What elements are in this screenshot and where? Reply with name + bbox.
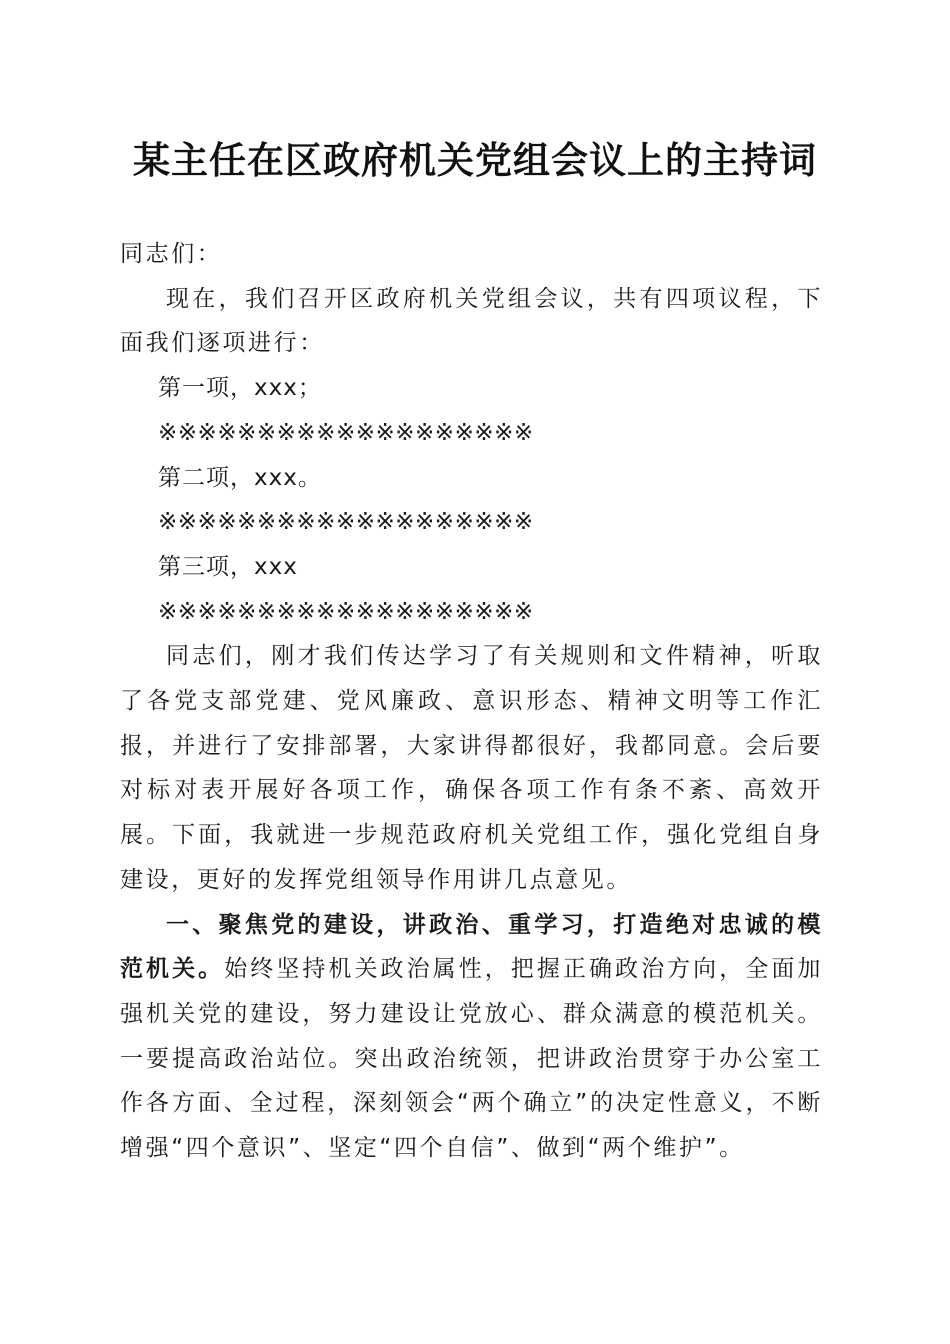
agenda-note-1: ※※※※※※※※※※※※※※※※※※※: [158, 419, 534, 446]
document-body: [120, 232, 823, 1171]
section-1-paragraph: [120, 903, 823, 1171]
agenda-note-2: ※※※※※※※※※※※※※※※※※※※: [158, 509, 534, 536]
summary-paragraph: 同志们，刚才我们传达学习了有关规则和文件精神，听取了各党支部党建、党风廉政、意识形态、精神文明等工作汇报，并进行了安排部署，大家讲得都很好，我都同意。会后要对标对表开展好各项工作，确保各项工作有条不紊、高效开展。下面，我就进一步规范政府机关党组工作，强化党组自身建设，更好的发挥党组领导作用讲几点意见。: [120, 643, 823, 893]
agenda-note-3: ※※※※※※※※※※※※※※※※※※※: [158, 598, 534, 625]
document-title: 某主任在区政府机关党组会议上的主持词: [133, 138, 817, 182]
salutation: 同志们：: [120, 241, 223, 267]
agenda-item-2: 第二项，xxx。: [158, 464, 322, 491]
agenda-item-3: 第三项，xxx: [158, 553, 298, 580]
agenda-item-1: 第一项，xxx；: [158, 375, 322, 402]
section-1-heading: 一、聚焦党的建设，讲政治、重学习，打造绝对忠诚的模范机关。: [120, 911, 823, 983]
section-1-text: 始终坚持机关政治属性，把握正确政治方向，全面加强机关党的建设，努力建设让党放心、群众满意的模范机关。一要提高政治站位。突出政治统领，把讲政治贯穿于办公室工作各方面、全过程，深刻领会“两个确立”的决定性意义，不断增强“四个意识”、坚定“四个自信”、做到“两个维护”。: [120, 956, 823, 1162]
intro-paragraph: 现在，我们召开区政府机关党组会议，共有四项议程，下面我们逐项进行：: [120, 285, 823, 357]
